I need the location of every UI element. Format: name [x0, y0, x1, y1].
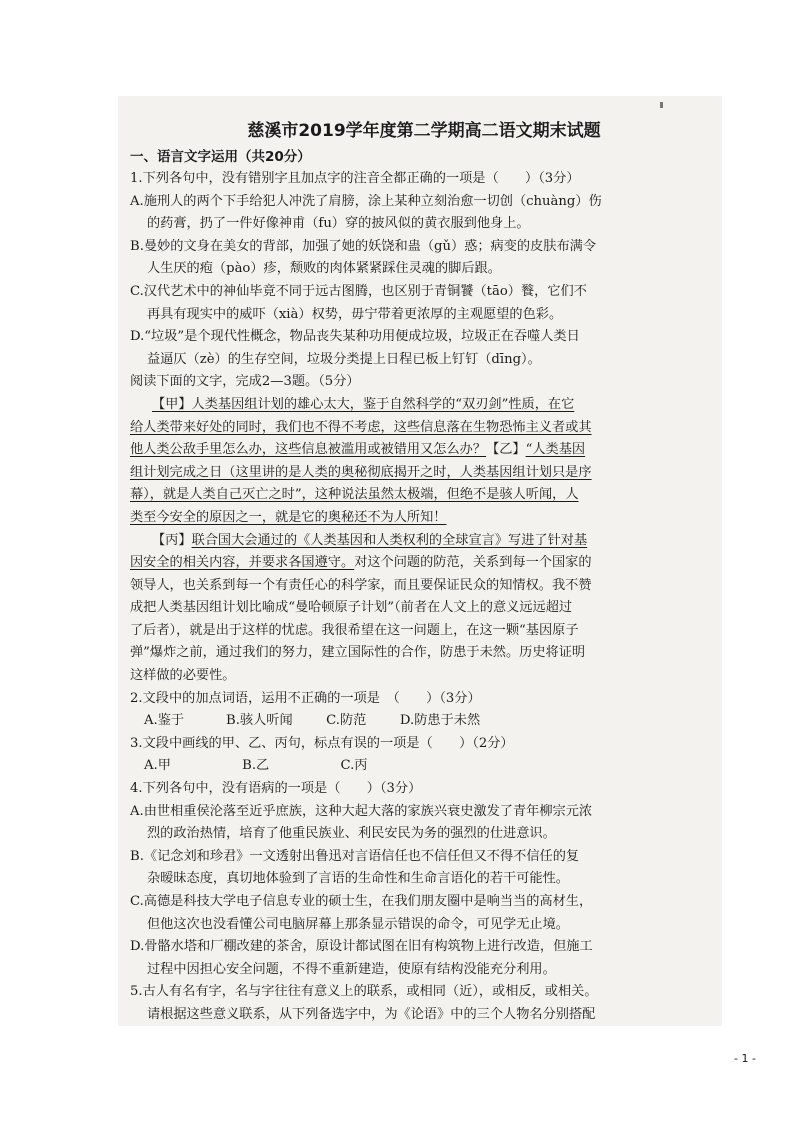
passage-line: 弹”爆炸之前，通过我们的努力，建立国际性的合作，防患于未然。历史将证明	[130, 645, 586, 661]
section-heading: 一、语言文字运用（共20分）	[130, 149, 311, 165]
question-options: A.鉴于 B.骇人听闻 C.防范 D.防患于未然	[144, 713, 481, 729]
reading-intro: 阅读下面的文字，完成2—3题。（5分）	[130, 374, 360, 390]
option-d-cont: 过程中因担心安全问题，不得不重新建造，使原有结构没能充分利用。	[147, 961, 556, 977]
label-bing: 【丙】	[152, 532, 192, 548]
label-yi: 【乙】	[486, 442, 526, 458]
option-b: B.《记念刘和珍君》一文透射出鲁迅对言语信任也不信任但又不得不信任的复	[130, 848, 580, 864]
underlined-sentence-yi: “人类基因	[525, 442, 586, 458]
option-d: D.“垃圾”是个现代性概念，物品丧失某种功用便成垃圾，垃圾正在吞噬人类日	[130, 329, 580, 345]
passage-line: 组计划完成之日（这里讲的是人类的奥秘彻底揭开之时，人类基因组计划只是序	[130, 464, 592, 480]
option-b: B.曼妙的文身在美女的背部，加强了她的妖饶和蛊（gǔ）惑；病变的皮肤布满令	[130, 238, 597, 254]
underlined-sentence-jia: 【甲】人类基因组计划的雄心太大，鉴于自然科学的“双刃剑”性质，在它	[152, 396, 575, 412]
passage-line	[130, 530, 718, 553]
question-2	[130, 688, 718, 733]
passage-line: 这样做的必要性。	[130, 668, 236, 684]
option-b-cont: 杂暧昧态度，真切地体验到了言语的生命性和生命言语化的若干可能性。	[147, 871, 569, 887]
option-c: C.汉代艺术中的神仙毕竟不同于远古图腾，也区别于青铜饕（tāo）餮，它们不	[130, 283, 587, 299]
option-d-cont: 益逼仄（zè）的生存空间，垃圾分类提上日程已板上钉钉（dīng）。	[147, 351, 541, 367]
passage-line: 领导人，也关系到每一个有责任心的科学家，而且要保证民众的知情权。我不赞	[130, 577, 592, 593]
option-c: C.高德是科技大学电子信息专业的硕士生，在我们朋友圈中是响当当的高材生，	[130, 894, 593, 909]
question-stem: 1.下列各句中，没有错别字且加点字的注音全都正确的一项是（ ）（3分）	[130, 171, 580, 186]
underlined-sentence-bing: 联合国大会通过的《人类基因和人类权利的全球宣言》写进了针对基	[191, 532, 588, 548]
option-a: A.施刑人的两个下手给犯人冲洗了肩膀，涂上某种立刻治愈一切创（chuàng）伤	[130, 193, 602, 209]
reading-passage	[130, 371, 718, 687]
passage-line	[130, 394, 718, 417]
passage-line: 给人类带来好处的同时，我们也不得不考虑，这些信息落在生物恐怖主义者或其	[130, 419, 592, 435]
page-number: - 1 -	[734, 1052, 756, 1065]
question-4	[130, 778, 718, 981]
passage-line: 他人类公敌手里怎么办，这些信息被滥用或被错用又怎么办？【乙】“人类基因	[130, 442, 586, 458]
question-5	[130, 981, 718, 1026]
passage-line: 类至今安全的原因之一，就是它的奥秘还不为人所知！	[130, 509, 447, 525]
option-c-cont: 但他这次也没看懂公司电脑屏幕上那条显示错误的命令，可见学无止境。	[147, 916, 569, 932]
question-options: A.甲 B.乙 C.丙	[144, 758, 368, 774]
page-title: 慈溪市2019学年度第二学期高二语文期末试题	[247, 121, 601, 141]
passage-line: 了后者），就是出于这样的忧虑。我很希望在这一问题上，在这一颗“基因原子	[130, 622, 579, 638]
question-stem: 4.下列各句中，没有语病的一项是（ ）（3分）	[130, 781, 422, 797]
question-stem-cont: 请根据这些意义联系，从下列备选字中，为《论语》中的三个人物名分别搭配	[147, 1006, 596, 1022]
option-a-cont: 烈的政治热情，培育了他重民族业、利民安民为务的强烈的仕进意识。	[147, 826, 556, 842]
option-a-cont: 的药膏，扔了一件好像神甫（fu）穿的披风似的黄衣服到他身上。	[147, 216, 530, 232]
question-3	[130, 733, 718, 778]
option-c-cont: 再具有现实中的威吓（xià）权势，毋宁带着更浓厚的主观愿望的色彩。	[147, 306, 563, 322]
option-b-cont: 人生厌的疱（pào）疹，颓败的肉体紧紧踩住灵魂的脚后跟。	[147, 261, 501, 277]
question-stem: 5.古人有名有字，名与字往往有意义上的联系，或相同（近），或相反，或相关。	[130, 984, 598, 1000]
passage-line: 因安全的相关内容，并要求各国遵守。对这个问题的防范，关系到每一个国家的	[130, 555, 592, 571]
option-a: A.由世相重侯沦落至近乎庶族，这种大起大落的家族兴衰史激发了青年柳宗元浓	[130, 803, 593, 819]
option-d: D.骨骼水塔和厂棚改建的茶舍，原设计都试图在旧有构筑物上进行改造，但施工	[130, 939, 593, 955]
exam-sheet	[130, 100, 718, 1027]
question-stem: 3.文段中画线的甲、乙、丙句，标点有误的一项是（ ）（2分）	[130, 735, 514, 751]
passage-line: 幕），就是人类自己灭亡之时”，这种说法虽然太极端，但绝不是骇人听闻，人	[130, 487, 579, 503]
question-stem: 2.文段中的加点词语，运用不正确的一项是 （ ）（3分）	[130, 690, 481, 706]
passage-line: 成把人类基因组计划比喻成“曼哈顿原子计划”（前者在人文上的意义远远超过	[130, 600, 573, 616]
question-1	[130, 168, 718, 371]
